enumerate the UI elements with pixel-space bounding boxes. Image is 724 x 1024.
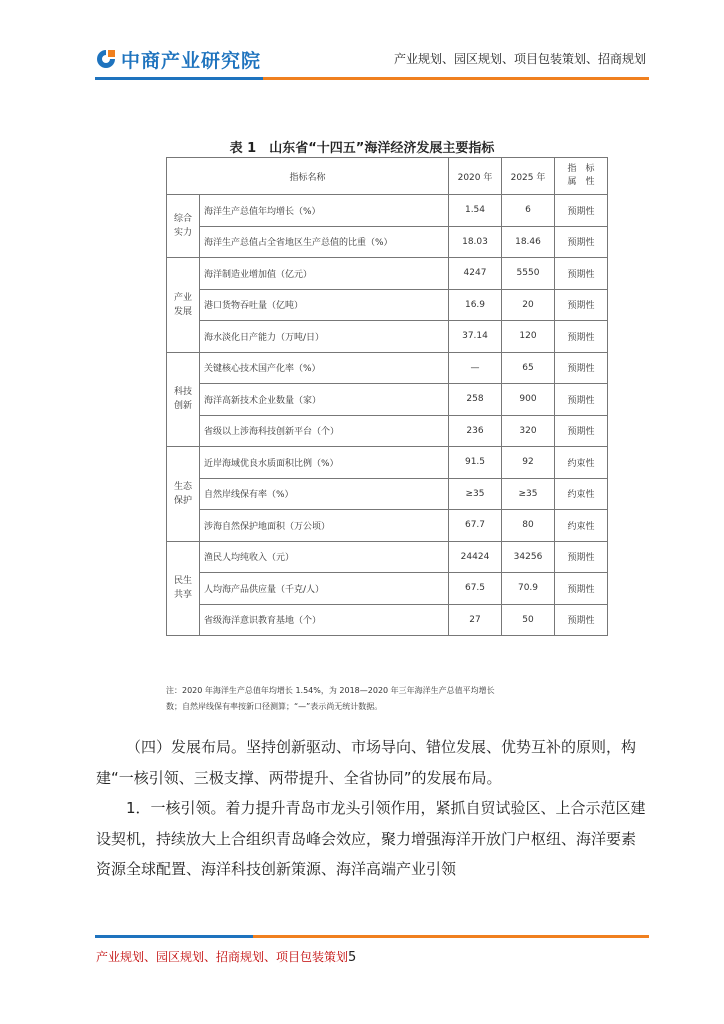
table-row [167,604,608,636]
company-logo [95,44,261,74]
value-2020: 27 [449,604,502,636]
table-row [167,415,608,447]
value-2020: 67.7 [449,510,502,542]
value-2025: 92 [502,447,555,479]
page-number: 5 [348,950,357,965]
indicator-name: 港口货物吞吐量（亿吨） [200,289,449,321]
table-row [167,289,608,321]
table-row [167,321,608,353]
value-2025: 900 [502,384,555,416]
value-2025: 5550 [502,258,555,290]
value-2025: 34256 [502,541,555,573]
value-2025: 20 [502,289,555,321]
indicator-name: 省级海洋意识教育基地（个） [200,604,449,636]
category-cell: 科技 创新 [167,352,200,447]
value-2020: ≥35 [449,478,502,510]
header-indicator-name: 指标名称 [167,158,449,195]
value-2020: 24424 [449,541,502,573]
table-row [167,258,608,290]
category-cell: 生态 保护 [167,447,200,542]
indicator-name: 近岸海域优良水质面积比例（%） [200,447,449,479]
footer-text: 产业规划、园区规划、招商规划、项目包装策划 [96,950,349,964]
indicator-name: 涉海自然保护地面积（万公顷） [200,510,449,542]
indicator-name: 海洋制造业增加值（亿元） [200,258,449,290]
table-row [167,352,608,384]
value-2025: 70.9 [502,573,555,605]
value-2025: 120 [502,321,555,353]
indicator-attribute: 预期性 [555,541,608,573]
value-2020: 236 [449,415,502,447]
header-2020: 2020 年 [449,158,502,195]
value-2025: 65 [502,352,555,384]
value-2020: 37.14 [449,321,502,353]
value-2020: 91.5 [449,447,502,479]
indicator-name: 人均海产品供应量（千克/人） [200,573,449,605]
indicator-attribute: 约束性 [555,510,608,542]
indicator-attribute: 预期性 [555,352,608,384]
indicator-name: 自然岸线保有率（%） [200,478,449,510]
indicator-attribute: 预期性 [555,289,608,321]
table-row [167,384,608,416]
indicator-table [166,157,608,636]
value-2020: 258 [449,384,502,416]
indicator-attribute: 预期性 [555,604,608,636]
value-2025: 320 [502,415,555,447]
indicator-attribute: 预期性 [555,321,608,353]
header-rule-orange [263,77,649,80]
paragraph-development-layout: （四）发展布局。坚持创新驱动、市场导向、错位发展、优势互补的原则，构建“一核引领、三极支撑、两带提升、全省协同”的发展布局。 [96,738,637,787]
table-row [167,195,608,227]
value-2020: 16.9 [449,289,502,321]
table-note [166,683,626,715]
footer-rule-blue [95,935,253,938]
value-2020: 18.03 [449,226,502,258]
indicator-attribute: 预期性 [555,415,608,447]
table-row [167,478,608,510]
indicator-name: 海洋高新技术企业数量（家） [200,384,449,416]
indicator-attribute: 预期性 [555,258,608,290]
indicator-attribute: 预期性 [555,195,608,227]
footer-rule-orange [253,935,649,938]
table-row [167,541,608,573]
logo-text: 中商产业研究院 [121,49,262,72]
value-2025: ≥35 [502,478,555,510]
footer [96,948,356,965]
header-2025: 2025 年 [502,158,555,195]
indicator-name: 渔民人均纯收入（元） [200,541,449,573]
value-2025: 50 [502,604,555,636]
value-2020: 1.54 [449,195,502,227]
indicator-name: 海水淡化日产能力（万吨/日） [200,321,449,353]
indicator-name: 省级以上涉海科技创新平台（个） [200,415,449,447]
value-2025: 18.46 [502,226,555,258]
table-row [167,447,608,479]
indicator-attribute: 约束性 [555,478,608,510]
indicator-attribute: 约束性 [555,447,608,479]
indicator-name: 海洋生产总值占全省地区生产总值的比重（%） [200,226,449,258]
value-2025: 6 [502,195,555,227]
table-row [167,226,608,258]
table-row [167,510,608,542]
value-2020: 4247 [449,258,502,290]
indicator-attribute: 预期性 [555,226,608,258]
header-attribute: 指 标 属 性 [555,158,608,195]
value-2025: 80 [502,510,555,542]
table-header-row [167,158,608,195]
header-rule-blue [95,77,263,80]
indicator-attribute: 预期性 [555,573,608,605]
header-tagline: 产业规划、园区规划、项目包装策划、招商规划 [393,52,646,66]
indicator-name: 海洋生产总值年均增长（%） [200,195,449,227]
indicator-name: 关键核心技术国产化率（%） [200,352,449,384]
value-2020: — [449,352,502,384]
table-row [167,573,608,605]
table-note-line-1: 注：2020 年海洋生产总值年均增长 1.54%，为 2018—2020 年三年海洋生产总值平均增长 [166,686,495,695]
table-note-line-2: 数；自然岸线保有率按新口径测算；“—”表示尚无统计数据。 [166,702,383,711]
paragraph-one-core-leading: 1．一核引领。着力提升青岛市龙头引领作用，紧抓自贸试验区、上合示范区建设契机，持续放大上合组织青岛峰会效应，聚力增强海洋开放门户枢纽、海洋要素资源全球配置、海洋科技创新策源、海洋高端产业引领 [96,799,646,878]
category-cell: 综合 实力 [167,195,200,258]
table-title: 表 1 山东省“十四五”海洋经济发展主要指标 [229,141,495,156]
value-2020: 67.5 [449,573,502,605]
logo-mark-icon [95,48,117,70]
category-cell: 产业 发展 [167,258,200,353]
category-cell: 民生 共享 [167,541,200,636]
indicator-attribute: 预期性 [555,384,608,416]
